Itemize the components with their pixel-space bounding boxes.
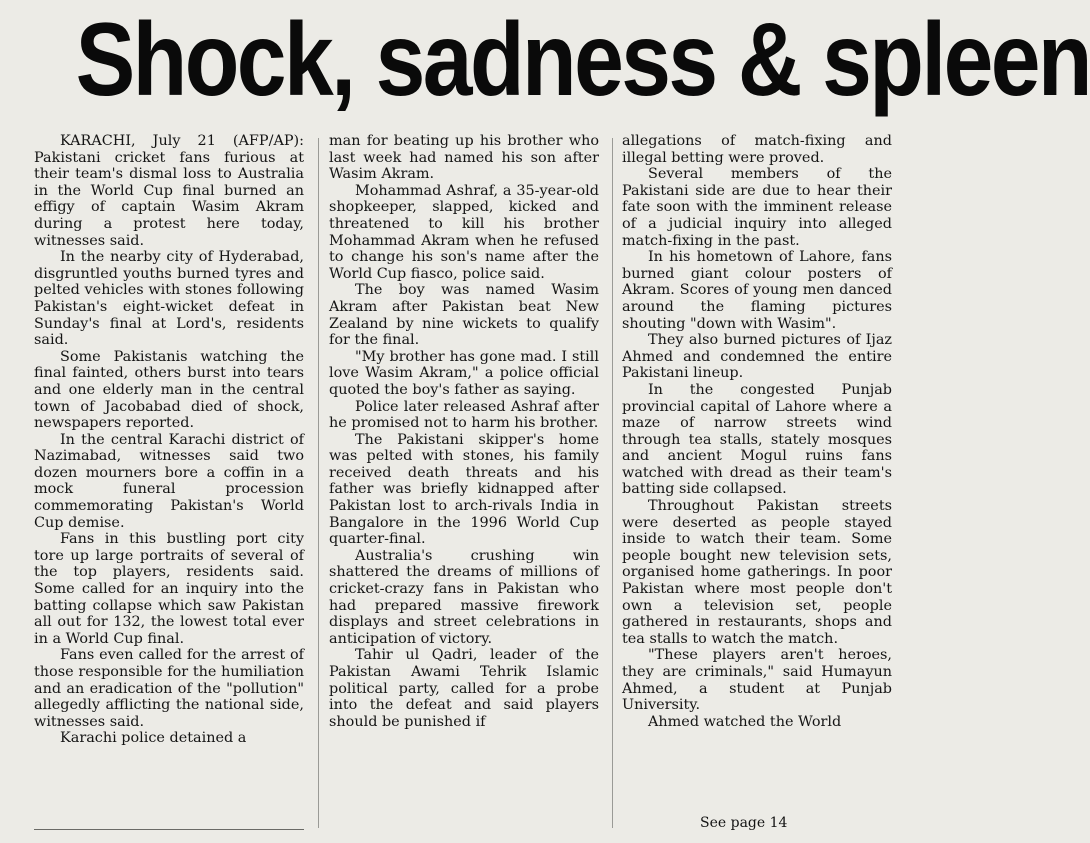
paragraph: In the congested Punjab provincial capital of Lahore where a maze of narrow streets wind through tea stalls, stately mosques and ancient Mogul ruins fans watched with dread as their team's batting side collapsed. — [622, 381, 892, 498]
paragraph: In his hometown of Lahore, fans burned giant colour posters of Akram. Scores of young men danced around the flaming pictures shouting "down with Wasim". — [622, 249, 892, 332]
article-column-3 — [622, 133, 892, 823]
paragraph: allegations of match-fixing and illegal betting were proved. — [622, 133, 892, 166]
paragraph: "My brother has gone mad. I still love Wasim Akram," a police official quoted the boy's father as saying. — [329, 348, 599, 398]
paragraph: They also burned pictures of Ijaz Ahmed and condemned the entire Pakistani lineup. — [622, 332, 892, 382]
paragraph: Throughout Pakistan streets were deserted as people stayed inside to watch their team. Some people bought new television sets, organised home gatherings. In poor Pakistan where most people don't own a television set, people gathered in restaurants, shops and tea stalls to watch the match. — [622, 498, 892, 647]
paragraph: Ahmed watched the World — [648, 713, 842, 730]
paragraph: Some Pakistanis watching the final fainted, others burst into tears and one elderly man in the central town of Jacobabad died of shock, newspapers reported. — [34, 348, 304, 432]
paragraph: In the nearby city of Hyderabad, disgruntled youths burned tyres and pelted vehicles with stones following Pakistan's eight-wicket defeat in Sunday's final at Lord's, residents said. — [34, 249, 304, 349]
bottom-rule — [34, 829, 304, 830]
article-column-1 — [34, 133, 304, 823]
paragraph: Karachi police detained a — [60, 730, 247, 747]
paragraph: Police later released Ashraf after he promised not to harm his brother. — [329, 398, 599, 432]
paragraph: The Pakistani skipper's home was pelted with stones, his family received death threats and his father was briefly kidnapped after Pakistan lost to arch-rivals India in Bangalore in the 1996 World Cup quarter-final. — [329, 431, 599, 548]
column-divider — [612, 138, 613, 828]
continuation-note: See page 14 — [700, 815, 788, 831]
paragraph: Australia's crushing win shattered the dreams of millions of cricket-crazy fans in Pakistan who had prepared massive firework displays and street celebrations in anticipation of victory. — [329, 547, 599, 647]
paragraph: "These players aren't heroes, they are criminals," said Humayun Ahmed, a student at Punjab University. — [622, 647, 892, 714]
paragraph: KARACHI, July 21 (AFP/AP): Pakistani cricket fans furious at their team's dismal loss to Australia in the World Cup final burned an effigy of captain Wasim Akram during a protest here today, witnesses said. — [34, 133, 304, 249]
headline: Shock, sadness & spleen — [75, 2, 1090, 118]
paragraph: The boy was named Wasim Akram after Pakistan beat New Zealand by nine wickets to qualify for the final. — [329, 282, 599, 349]
paragraph: Fans in this bustling port city tore up large portraits of several of the top players, residents said. Some called for an inquiry into the batting collapse which saw Pakistan all out for 132, the lowest total ever in a World Cup final. — [34, 531, 304, 647]
paragraph: Fans even called for the arrest of those responsible for the humiliation and an eradication of the "pollution" allegedly afflicting the national side, witnesses said. — [34, 647, 304, 730]
paragraph: In the central Karachi district of Nazimabad, witnesses said two dozen mourners bore a coffin in a mock funeral procession commemorating Pakistan's World Cup demise. — [34, 431, 304, 531]
paragraph: Tahir ul Qadri, leader of the Pakistan Awami Tehrik Islamic political party, called for a probe into the defeat and said players should be punished if — [329, 647, 599, 730]
paragraph: Several members of the Pakistani side are due to hear their fate soon with the imminent release of a judicial inquiry into alleged match-fixing in the past. — [622, 166, 892, 249]
paragraph: man for beating up his brother who last week had named his son after Wasim Akram. — [329, 133, 599, 183]
paragraph: Mohammad Ashraf, a 35-year-old shopkeeper, slapped, kicked and threatened to kill his brother Mohammad Akram when he refused to change his son's name after the World Cup fiasco, police said. — [329, 182, 599, 282]
column-divider — [318, 138, 319, 828]
article-column-2 — [329, 133, 599, 823]
